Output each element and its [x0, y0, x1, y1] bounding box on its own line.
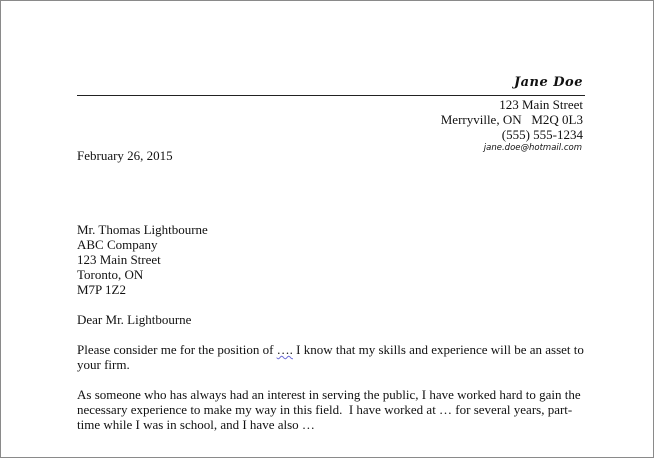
paragraph-2: As someone who has always had an interest in serving the public, I have worked hard to gain the necessary experience to make my way in this field. I have worked at … for several years, part-time while I was in school, and I have also … — [77, 387, 584, 432]
paragraph-1 — [77, 342, 585, 372]
sender-name: Jane Doe — [513, 75, 583, 90]
recipient-city: Toronto, ON — [77, 267, 144, 282]
recipient-street: 123 Main Street — [77, 252, 161, 267]
sender-city-line: Merryville, ON M2Q 0L3 — [440, 112, 583, 127]
letterhead-rule — [77, 95, 585, 96]
sender-street: 123 Main Street — [499, 97, 583, 112]
position-placeholder: …. — [276, 342, 293, 357]
letter-date: February 26, 2015 — [77, 148, 173, 163]
recipient-postal: M7P 1Z2 — [77, 282, 126, 297]
paragraph-1-after: I know that my skills and experience will be an asset to your firm. — [77, 342, 584, 372]
paragraph-1-before: Please consider me for the position of — [77, 342, 277, 357]
sender-email: jane.doe@hotmail.com — [483, 143, 582, 153]
recipient-address — [77, 222, 585, 297]
recipient-name: Mr. Thomas Lightbourne — [77, 222, 208, 237]
salutation: Dear Mr. Lightbourne — [77, 312, 192, 327]
sender-address — [77, 97, 585, 142]
sender-phone: (555) 555-1234 — [501, 127, 583, 142]
recipient-company: ABC Company — [77, 237, 158, 252]
cover-letter — [77, 75, 585, 432]
